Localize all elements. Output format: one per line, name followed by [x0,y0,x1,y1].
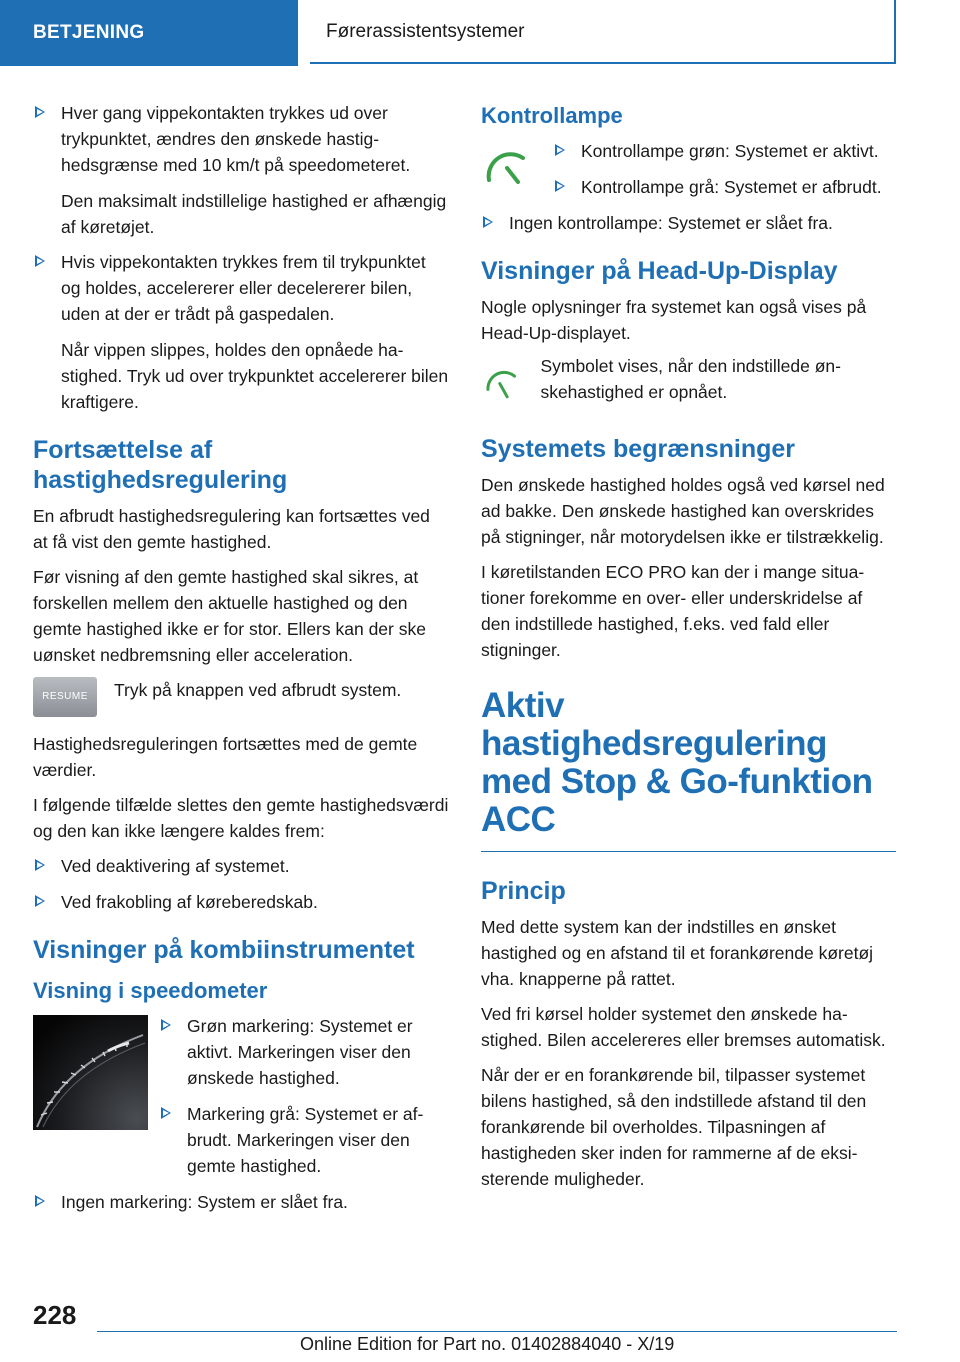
list-item: Hvis vippekontakten trykkes frem til trykpunktet og holdes, accelererer eller decelererer bilen, uden at der er trådt på gaspedalen. [33,249,449,327]
list-item: Ved deaktivering af systemet. [33,853,449,879]
page-header [0,0,960,66]
list-item: Kontrollampe grå: Systemet er afbrudt. [553,174,882,200]
paragraph: Før visning af den gemte hastighed skal sikres, at forskellen mellem den aktuelle hastighed og den gemte hastighed ikke er for stor. Ellers kan der ske uønsket nedbremsning eller acceleration. [33,567,426,665]
heading-speedometer: Visning i speedometer [33,978,268,1003]
hud-row [481,355,896,414]
paragraph: Med dette system kan der indstilles en ønsket hastighed og en afstand til et forankørende køretøj vha. knapperne på rattet. [481,917,874,989]
bullet-triangle-icon [35,1195,45,1207]
bullet-triangle-icon [555,144,565,156]
speedometer-row [33,1013,449,1189]
list-item: Kontrollampe grøn: Systemet er aktivt. [553,138,882,164]
heading-begraensninger: Systemets begrænsninger [481,435,795,463]
heading-visninger: Visninger på kombiinstrumentet [33,936,415,964]
lamp-row [481,138,896,210]
heading-divider [481,851,896,852]
list-item: Grøn markering: Systemet er aktivt. Markeringen viser den ønskede hastighed. [159,1013,449,1091]
list-item-note: Den maksimalt indstillelige hastighed er afhængig af køretøjet. [61,191,447,237]
bullet-triangle-icon [35,859,45,871]
speedometer-list [159,1013,449,1189]
paragraph: I følgende tilfælde slettes den gemte hastighedsværdi og den kan ikke længere kaldes frem: [33,795,449,841]
paragraph: Når der er en forankørende bil, tilpasser systemet bilens hastighed, så den indstillede afstand til den forankørende bil overholdes. Tilpasningen af hastigheden sker inden for rammerne af de eksisterende muligheder. [481,1065,867,1189]
paragraph: Den ønskede hastighed holdes også ved kørsel ned ad bakke. Den ønskede hastighed kan overskrides på stigninger, når motorydelsen ikke er tilstrækkelig. [481,475,885,547]
lamp-list [553,138,882,210]
heading-acc: Aktiv hastighedsregulering med Stop & Go-funktion ACC [481,686,873,839]
resume-button-icon: RESUME [33,677,97,717]
section-tab: BETJENING [0,0,298,66]
paragraph: I køretilstanden ECO PRO kan der i mange situationer forekomme en over- eller underskridelse af den indstillede hastighed, f.eks. ved fald eller stigninger. [481,562,865,660]
resume-text: Tryk på knappen ved afbrudt system. [114,680,402,700]
bullet-triangle-icon [161,1019,171,1031]
cruise-control-lamp-icon [485,144,533,192]
bullet-triangle-icon [555,180,565,192]
speedometer-image [33,1015,148,1130]
bullet-triangle-icon [35,106,45,118]
list-item: Ingen markering: System er slået fra. [33,1189,449,1215]
paragraph: Ved fri kørsel holder systemet den ønskede hastighed. Bilen accelereres eller bremses automatisk. [481,1004,886,1050]
bullet-triangle-icon [35,895,45,907]
footer-divider [97,1331,897,1332]
list-item: Ved frakobling af køreberedskab. [33,889,449,915]
paragraph: Hastighedsreguleringen fortsættes med de gemte værdier. [33,734,418,780]
page-number: 228 [33,1300,77,1330]
edition-note: Online Edition for Part no. 01402884040 - X/19 [300,1334,675,1354]
list-item: Hver gang vippekontakten trykkes ud over trykpunktet, ændres den ønskede hastighedsgrænse med 10 km/t på speedometeret. [33,100,449,178]
heading-kontrollampe: Kontrollampe [481,103,623,128]
left-column [33,100,449,1225]
heading-hud: Visninger på Head-Up-Display [481,257,838,285]
heading-fortsaettelse: Fortsættelse af hastighedsregulering [33,436,288,494]
list-item: Markering grå: Systemet er afbrudt. Markeringen viser den gemte hastighed. [159,1101,449,1179]
bullet-triangle-icon [483,216,493,228]
right-column [481,100,896,1201]
paragraph: En afbrudt hastighedsregulering kan fortsættes ved at få vist den gemte hastighed. [33,506,430,552]
bullet-triangle-icon [35,255,45,267]
list-item: Ingen kontrollampe: Systemet er slået fra. [481,210,896,236]
hud-speed-icon [485,361,520,409]
hud-icon-text: Symbolet vises, når den indstillede ønskehastighed er opnået. [540,356,841,402]
bullet-triangle-icon [161,1107,171,1119]
heading-princip: Princip [481,877,566,905]
list-item-note: Når vippen slippes, holdes den opnåede hastighed. Tryk ud over trykpunktet accelererer bilen kraftigere. [61,340,449,412]
paragraph: Nogle oplysninger fra systemet kan også vises på Head-Up-displayet. [481,297,867,343]
chapter-title: Førerassistentsystemer [310,0,896,64]
resume-row [33,677,449,717]
